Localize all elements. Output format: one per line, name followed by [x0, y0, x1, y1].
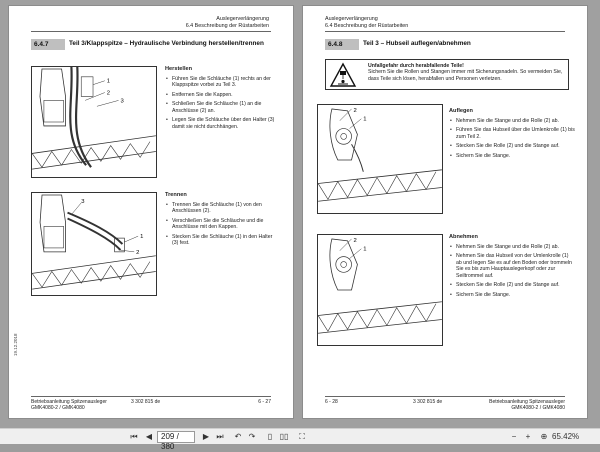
- warning-text: Sichern Sie die Rollen und Stangen immer mit Sicherungsnadeln. So vermeiden Sie, dass Teile sich lösen, herabfallen und Personen verletzen.: [368, 69, 563, 82]
- list-item: • Sichern Sie die Stange.: [449, 292, 575, 299]
- instructions-rope-on: [449, 108, 575, 162]
- section-number: 6.4.7: [31, 39, 65, 50]
- section-title: Teil 3/Klappspitze – Hydraulische Verbindung herstellen/trennen: [69, 40, 264, 47]
- back-icon[interactable]: ↶: [234, 432, 242, 441]
- figure-callout-3: 3: [120, 98, 124, 105]
- instructions-disconnect: [165, 192, 277, 250]
- last-page-icon[interactable]: ⏭: [216, 432, 224, 441]
- hose-connect-drawing: [32, 67, 156, 177]
- figure-hose-connect: [31, 66, 157, 178]
- footer-line-1: Betriebsanleitung Spitzenausleger: [489, 399, 565, 405]
- zoom-out-icon[interactable]: −: [511, 432, 517, 441]
- list-item: • Nehmen Sie die Stange und die Rolle (2) ab.: [449, 244, 575, 251]
- figure-callout-1: 1: [363, 246, 367, 253]
- two-page-icon[interactable]: ▯▯: [279, 432, 289, 441]
- footer-line-2: GMK4080-2 / GMK4080: [511, 405, 565, 411]
- section-title: Teil 3 – Hubseil auflegen/abnehmen: [363, 40, 471, 47]
- list-item: • Führen Sie das Hubseil über die Umlenkrolle (1) bis zum Teil 2.: [449, 127, 575, 140]
- figure-callout-2: 2: [106, 90, 111, 97]
- rope-off-drawing: [318, 235, 442, 345]
- figure-hose-disconnect: [31, 192, 157, 296]
- header-line-2: 6.4 Beschreibung der Rüstarbeiten: [325, 22, 409, 29]
- figure-callout-1: 1: [363, 116, 367, 123]
- page-header: [186, 16, 269, 29]
- page-number-input[interactable]: 209 / 380: [157, 431, 195, 443]
- footer-divider: [325, 396, 565, 397]
- instructions-connect: [165, 66, 277, 133]
- footer-page-number: 6 - 27: [258, 399, 271, 405]
- figure-rope-off: [317, 234, 443, 346]
- section-number: 6.4.8: [325, 39, 359, 50]
- footer-doc-number: 3 302 815 de: [413, 399, 443, 405]
- warning-content: [368, 63, 564, 82]
- footer-doc-number: 3 302 815 de: [131, 399, 161, 405]
- zoom-mode-icon[interactable]: ⊕: [540, 432, 548, 441]
- single-page-icon[interactable]: ▯: [267, 432, 273, 441]
- fit-page-icon[interactable]: ⛶: [299, 432, 305, 441]
- header-line-1: Auslegerverlängerung: [325, 16, 378, 22]
- warning-title: Unfallgefahr durch herabfallende Teile!: [368, 63, 464, 69]
- list-item: • Sichern Sie die Stange.: [449, 153, 575, 160]
- list-item: • Nehmen Sie die Stange und die Rolle (2) ab.: [449, 118, 575, 125]
- previous-page-icon[interactable]: ◀: [145, 432, 153, 441]
- side-date-label: 19.12.2018: [13, 333, 18, 356]
- header-divider: [325, 31, 565, 32]
- header-divider: [31, 31, 271, 32]
- list-item: • Legen Sie die Schläuche über den Halter (3) damit sie nicht durchhängen.: [165, 117, 277, 130]
- list-item: • Stecken Sie die Rolle (2) und die Stange auf.: [449, 143, 575, 150]
- list-item: • Stecken Sie die Schläuche (1) in den Halter (3) fest.: [165, 234, 277, 247]
- figure-callout-1: 1: [140, 234, 144, 241]
- figure-rope-on: [317, 104, 443, 214]
- rope-on-drawing: [318, 105, 442, 213]
- footer-page-number: 6 - 28: [325, 399, 338, 405]
- footer-line-2: GMK4080-2 / GMK4080: [31, 405, 85, 411]
- figure-callout-3: 3: [81, 198, 85, 205]
- list-item: • Verschließen Sie die Schläuche und die Anschlüsse mit den Kappen.: [165, 218, 277, 231]
- footer-manual-title: [31, 399, 107, 411]
- figure-callout-2: 2: [136, 249, 140, 256]
- list-item: • Führen Sie die Schläuche (1) rechts an der Klappspitze vorbei zu Teil 3.: [165, 76, 277, 89]
- falling-parts-warning-icon: [330, 63, 356, 87]
- list-item: • Schließen Sie die Schläuche (1) an die Anschlüsse (2) an.: [165, 101, 277, 114]
- footer-manual-title: [489, 399, 565, 411]
- first-page-icon[interactable]: ⏮: [130, 432, 138, 441]
- footer-divider: [31, 396, 271, 397]
- subheading-rope-off: Abnehmen: [449, 234, 478, 240]
- instructions-rope-off: [449, 234, 575, 301]
- subheading-rope-on: Auflegen: [449, 108, 473, 114]
- figure-callout-2: 2: [353, 237, 357, 244]
- page-right: [302, 5, 588, 419]
- page-left: [8, 5, 294, 419]
- figure-callout-1: 1: [106, 78, 111, 85]
- warning-box: [325, 59, 569, 90]
- forward-icon[interactable]: ↷: [248, 432, 256, 441]
- list-item: • Stecken Sie die Rolle (2) und die Stange auf.: [449, 282, 575, 289]
- zoom-level-field[interactable]: 65.42%: [552, 432, 580, 441]
- page-header: [325, 16, 408, 29]
- list-item: • Nehmen Sie das Hubseil von der Umlenkrolle (1) ab und legen Sie es auf den Boden oder trommeln Sie es bis zum Hauptauslegerkopf oder zur Seiltrommel auf.: [449, 253, 575, 279]
- list-item: • Trennen Sie die Schläuche (1) von den Anschlüssen (2).: [165, 202, 277, 215]
- next-page-icon[interactable]: ▶: [202, 432, 210, 441]
- header-line-1: Auslegerverlängerung: [216, 16, 269, 22]
- figure-callout-2: 2: [353, 107, 357, 114]
- subheading-connect: Herstellen: [165, 66, 193, 72]
- hose-disconnect-drawing: [32, 193, 156, 295]
- zoom-in-icon[interactable]: +: [525, 432, 531, 441]
- footer-line-1: Betriebsanleitung Spitzenausleger: [31, 399, 107, 405]
- header-line-2: 6.4 Beschreibung der Rüstarbeiten: [185, 22, 269, 29]
- viewer-toolbar: [0, 428, 600, 451]
- subheading-disconnect: Trennen: [165, 192, 187, 198]
- list-item: • Entfernen Sie die Kappen.: [165, 92, 277, 99]
